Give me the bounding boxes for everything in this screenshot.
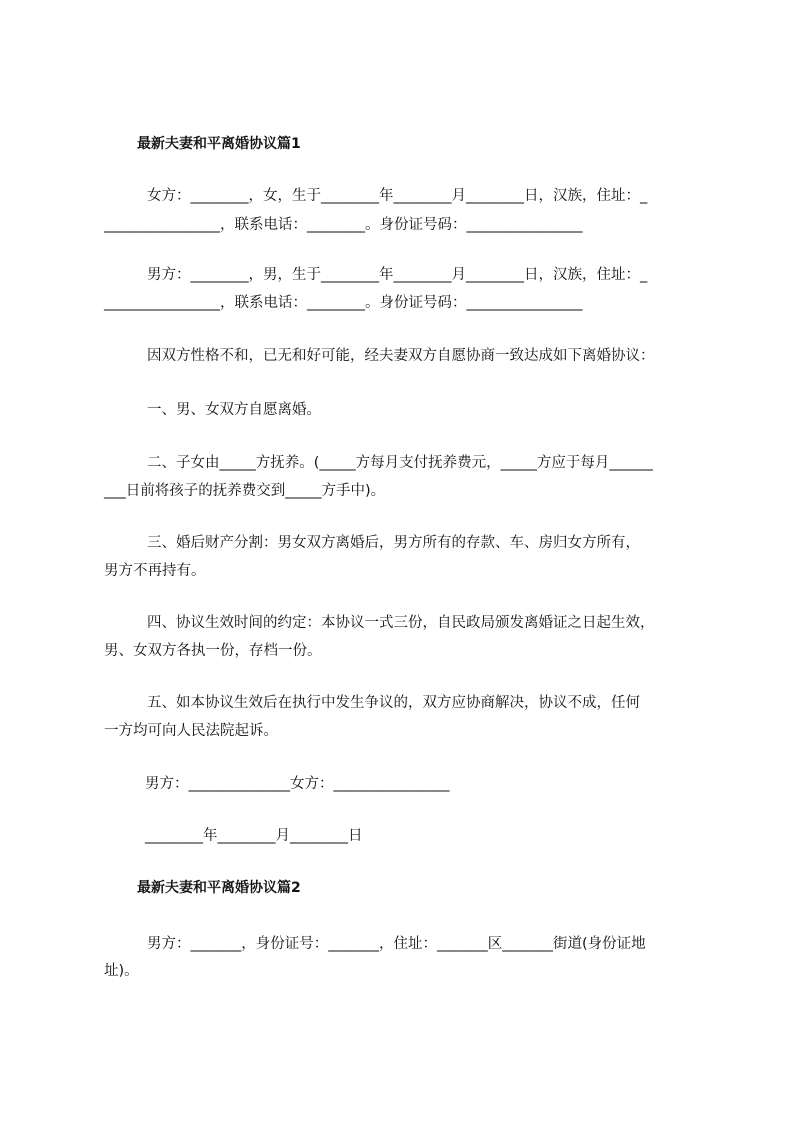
signature-line: 男方：______________女方：________________ [145, 776, 450, 792]
man-info-line-1: 男方：________，男，生于________年________月________日，汉族，住址：_ [147, 267, 648, 283]
clause-4-line-2: 男、女双方各执一份，存档一份。 [104, 643, 322, 659]
agreement-2-man-line-2: 址)。 [104, 963, 139, 979]
woman-info-line-1: 女方：________，女，生于________年________月________日，汉族，住址：_ [147, 188, 648, 204]
man-info-line-2: ________________，联系电话：________。身份证号码：________________ [104, 295, 583, 311]
agreement-2-title: 最新夫妻和平离婚协议篇2 [137, 880, 301, 896]
clause-3-line-2: 男方不再持有。 [104, 563, 206, 579]
clause-3-line-1: 三、婚后财产分割：男女双方离婚后，男方所有的存款、车、房归女方所有， [147, 535, 640, 551]
date-line: ________年________月________日 [145, 828, 363, 844]
clause-5-line-1: 五、如本协议生效后在执行中发生争议的，双方应协商解决，协议不成，任何 [147, 695, 640, 711]
clause-1: 一、男、女双方自愿离婚。 [147, 402, 321, 418]
agreement-intro: 因双方性格不和，已无和好可能，经夫妻双方自愿协商一致达成如下离婚协议： [147, 348, 655, 364]
agreement-2-man-line-1: 男方：_______，身份证号：_______，住址：_______区_______街道(身份证地 [147, 936, 646, 952]
woman-info-line-2: ________________，联系电话：________。身份证号码：________________ [104, 217, 583, 233]
agreement-1-title: 最新夫妻和平离婚协议篇1 [137, 136, 301, 152]
clause-4-line-1: 四、协议生效时间的约定：本协议一式三份，自民政局颁发离婚证之日起生效， [147, 615, 655, 631]
clause-2-line-1: 二、子女由_____方抚养。(_____方每月支付抚养费元，_____方应于每月______ [147, 455, 653, 471]
clause-5-line-2: 一方均可向人民法院起诉。 [104, 723, 278, 739]
clause-2-line-2: ___日前将孩子的抚养费交到_____方手中)。 [104, 483, 386, 499]
